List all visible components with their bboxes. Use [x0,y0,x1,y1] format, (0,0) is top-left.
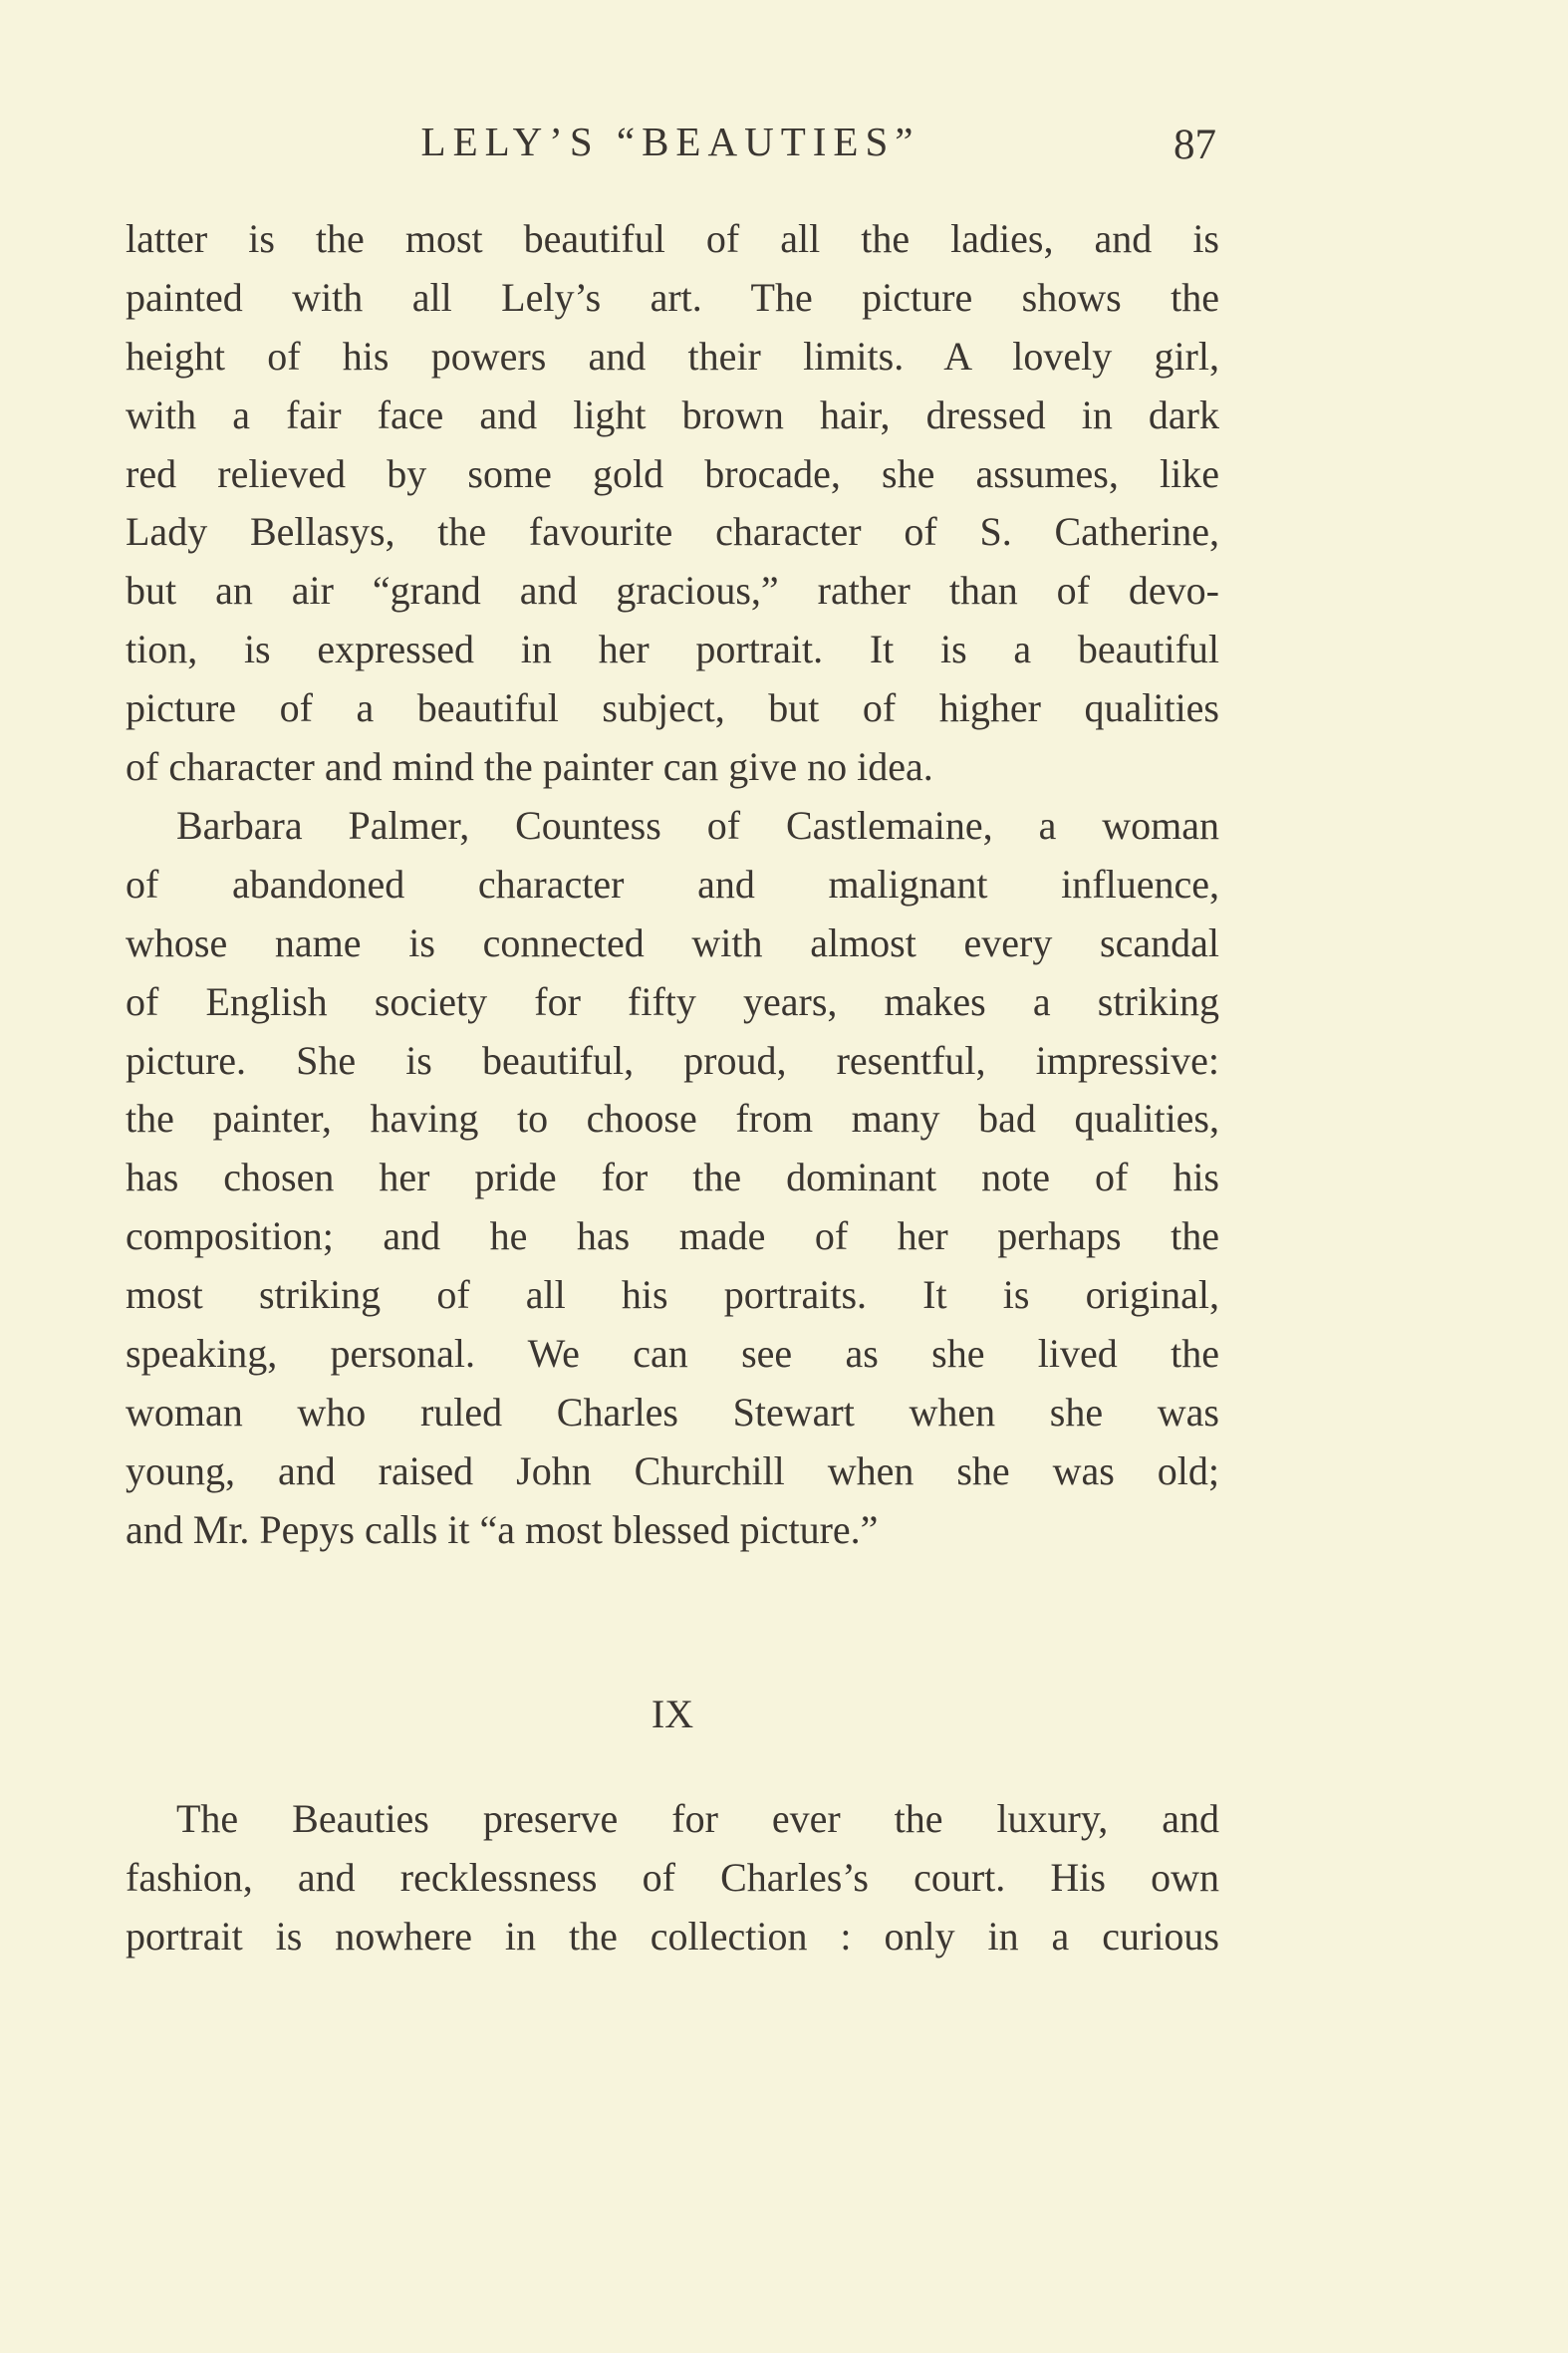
text-line: of English society for fifty years, makes a striking [126,978,1219,1024]
text-line: The Beauties preserve for ever the luxury, and [176,1796,1219,1841]
text-line: picture of a beautiful subject, but of higher qualities [126,685,1219,731]
page-number: 87 [1174,122,1216,168]
running-title: LELY’S “BEAUTIES” [420,119,920,164]
text-line: with a fair face and light brown hair, dressed in dark [126,392,1219,437]
text-line: the painter, having to choose from many bad qualities, [126,1096,1219,1142]
section-heading: IX [651,1692,694,1736]
text-line: most striking of all his portraits. It is original, [126,1272,1219,1318]
text-line: of character and mind the painter can give no idea. [126,744,933,790]
text-line: red relieved by some gold brocade, she assumes, like [126,450,1219,496]
text-line: latter is the most beautiful of all the ladies, and is [126,216,1219,261]
text-line: fashion, and recklessness of Charles’s court. His own [126,1854,1219,1900]
running-head [0,112,1568,171]
text-line: painted with all Lely’s art. The picture shows the [126,274,1219,320]
text-line: portrait is nowhere in the collection : only in a curious [126,1913,1219,1959]
paragraph-3 [126,1790,1219,1966]
text-line: composition; and he has made of her perhaps the [126,1213,1219,1259]
text-line: picture. She is beautiful, proud, resentful, impressive: [126,1037,1219,1083]
text-line: whose name is connected with almost every scandal [126,919,1219,965]
text-line: Barbara Palmer, Countess of Castlemaine, a woman [176,803,1219,848]
text-line: height of his powers and their limits. A lovely girl, [126,333,1219,379]
text-line: tion, is expressed in her portrait. It is a beautiful [126,627,1219,672]
text-line: speaking, personal. We can see as she lived the [126,1331,1219,1377]
text-line: young, and raised John Churchill when she was old; [126,1447,1219,1493]
text-line: woman who ruled Charles Stewart when she was [126,1389,1219,1435]
paragraph-1 [126,210,1219,797]
text-line: of abandoned character and malignant influence, [126,861,1219,907]
text-line: but an air “grand and gracious,” rather than of devo- [126,568,1219,614]
paragraph-2 [126,797,1219,1560]
text-line: and Mr. Pepys calls it “a most blessed picture.” [126,1506,879,1552]
text-line: Lady Bellasys, the favourite character of S. Catherine, [126,509,1219,555]
text-line: has chosen her pride for the dominant note of his [126,1155,1219,1200]
